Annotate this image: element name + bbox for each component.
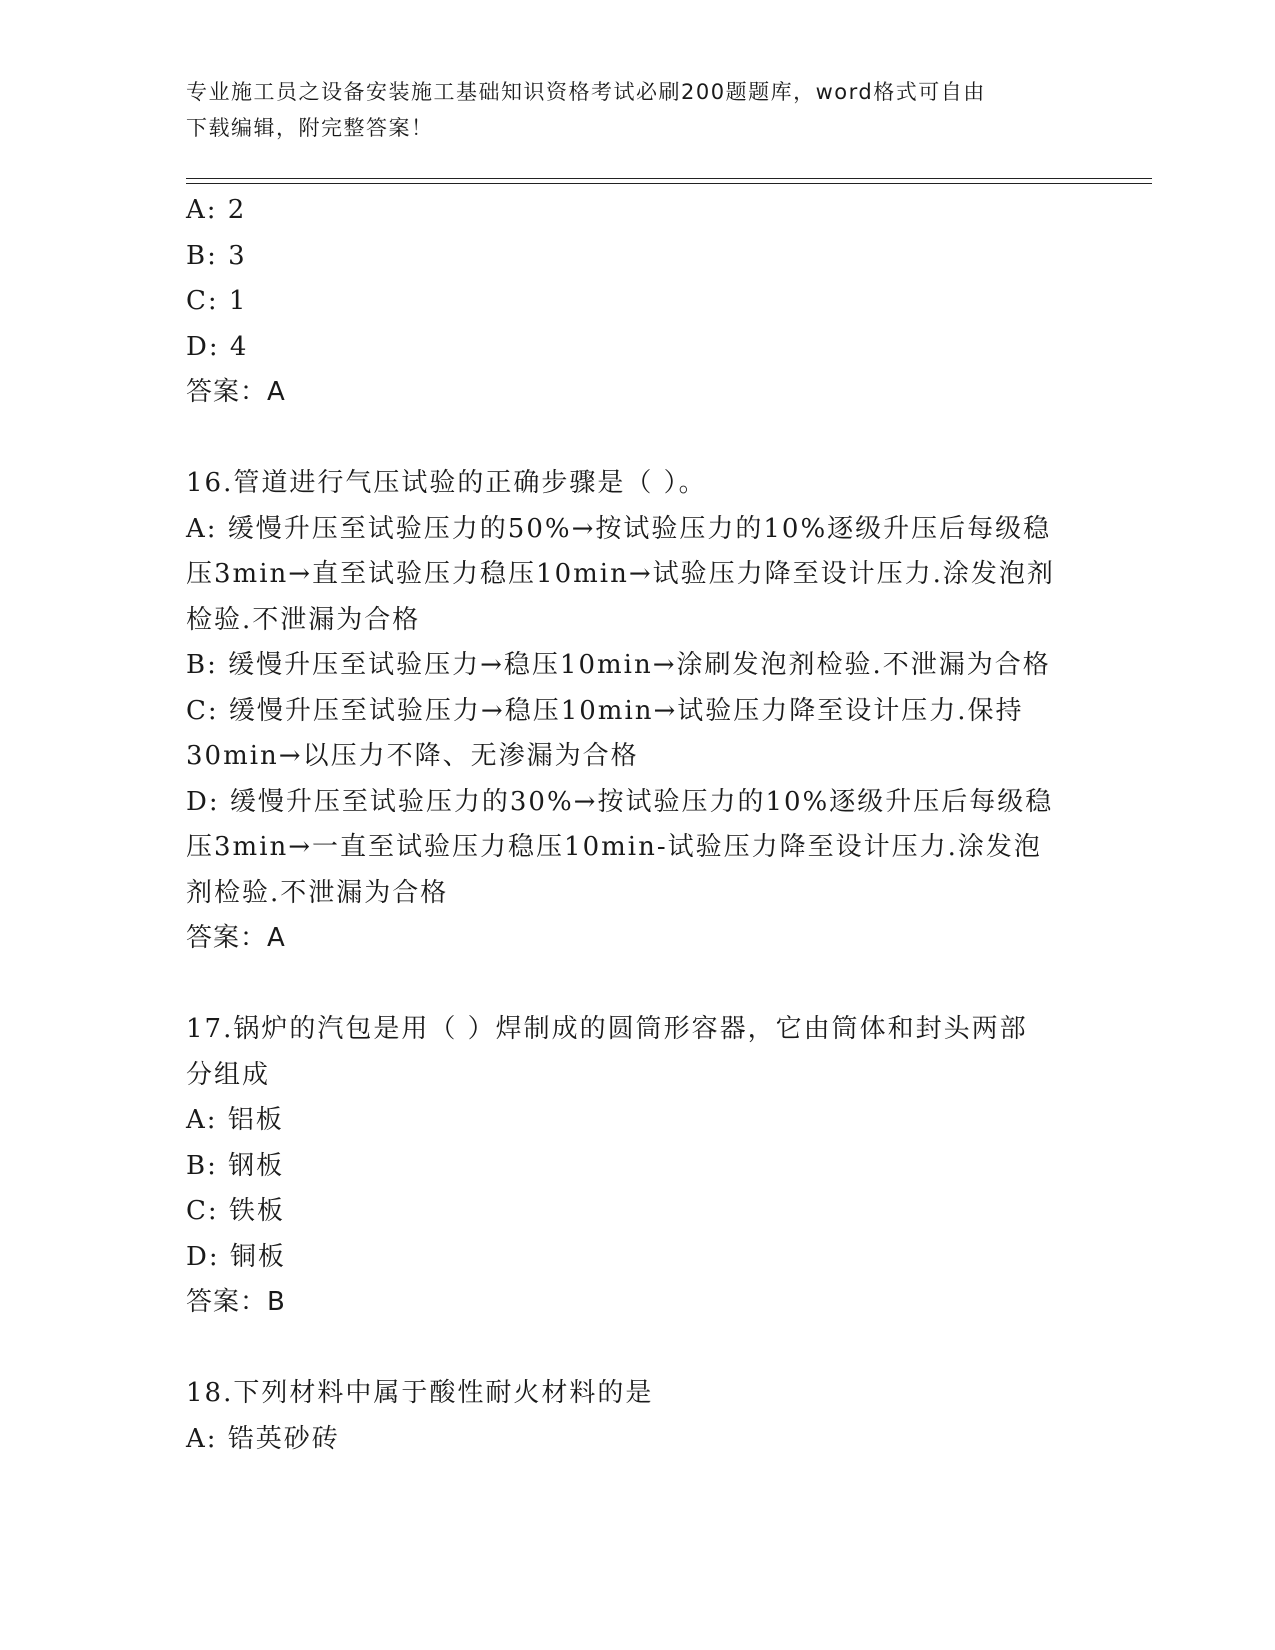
option-a-line-2: 压3min→直至试验压力稳压10min→试验压力降至设计压力.涂发泡剂 (186, 559, 1055, 589)
option-d-line-3: 剂检验.不泄漏为合格 (186, 877, 449, 908)
question-16-block (186, 461, 1086, 962)
option-d: D: 铜板 (186, 1241, 286, 1272)
header-line-2: 下载编辑，附完整答案！ (186, 116, 434, 140)
answer-line: 答案：A (186, 923, 286, 953)
option-a: A: 锆英砂砖 (186, 1423, 340, 1454)
option-a-line-3: 检验.不泄漏为合格 (186, 604, 421, 635)
option-a: A: 铝板 (186, 1105, 284, 1135)
question-text: 18.下列材料中属于酸性耐火材料的是 (186, 1378, 654, 1408)
option-a-line-1: A: 缓慢升压至试验压力的50%→按试验压力的10%逐级升压后每级稳 (186, 513, 1052, 544)
question-18-block (186, 1371, 1086, 1462)
question-15-block (186, 188, 1086, 416)
spacer (186, 962, 1086, 1008)
header-divider-bottom (186, 183, 1152, 184)
question-17-block (186, 1007, 1086, 1326)
option-a: A: 2 (186, 195, 247, 225)
option-d: D: 4 (186, 331, 249, 362)
question-text: 16.管道进行气压试验的正确步骤是（ ）。 (186, 468, 707, 498)
option-b: B: 钢板 (186, 1150, 285, 1181)
option-d-line-1: D: 缓慢升压至试验压力的30%→按试验压力的10%逐级升压后每级稳 (186, 786, 1054, 817)
option-c-line-1: C: 缓慢升压至试验压力→稳压10min→试验压力降至设计压力.保持 (186, 695, 1024, 726)
option-c-line-2: 30min→以压力不降、无渗漏为合格 (186, 741, 639, 771)
option-b: B: 缓慢升压至试验压力→稳压10min→涂刷发泡剂检验.不泄漏为合格 (186, 650, 1051, 680)
option-c: C: 铁板 (186, 1196, 285, 1226)
question-text-line-1: 17.锅炉的汽包是用（ ）焊制成的圆筒形容器，它由筒体和封头两部 (186, 1014, 1028, 1044)
spacer (186, 416, 1086, 462)
option-d-line-2: 压3min→一直至试验压力稳压10min-试验压力降至设计压力.涂发泡 (186, 832, 1042, 862)
document-header (186, 74, 1066, 146)
answer-line: 答案：A (186, 377, 286, 407)
spacer (186, 1326, 1086, 1372)
header-line-1: 专业施工员之设备安装施工基础知识资格考试必刷200题题库，word格式可自由 (186, 80, 986, 104)
answer-line: 答案：B (186, 1287, 286, 1317)
option-c: C: 1 (186, 286, 248, 316)
question-text-line-2: 分组成 (186, 1059, 271, 1090)
option-b: B: 3 (186, 240, 247, 271)
question-list (186, 188, 1086, 1462)
header-divider-top (186, 178, 1152, 179)
